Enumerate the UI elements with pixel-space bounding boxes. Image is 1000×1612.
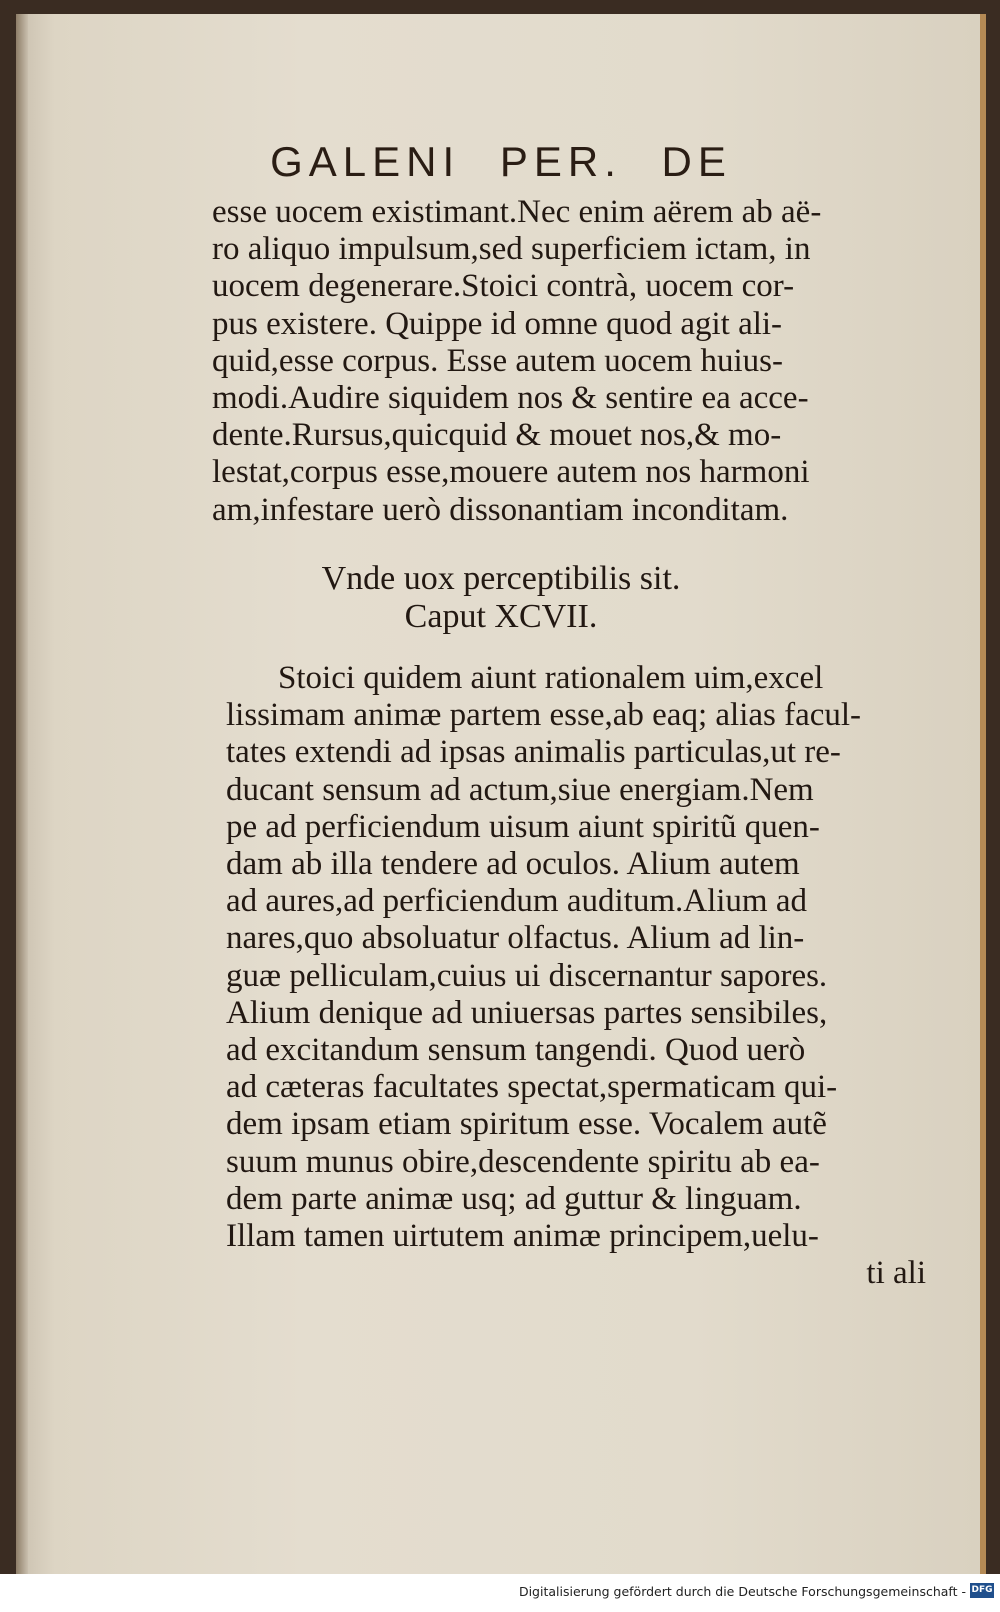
chapter-number: Caput XCVII.: [404, 598, 598, 635]
text-line: esse uocem existimant.Nec enim aërem ab aë-: [212, 194, 822, 230]
text-line: ad aures,ad perficiendum auditum.Alium ad: [226, 883, 807, 920]
text-line: guæ pelliculam,cuius ui discernantur sapores.: [226, 957, 828, 994]
text-line: modi.Audire siquidem nos & sentire ea acce-: [212, 380, 809, 417]
text-line: lissimam animæ partem esse,ab eaq; alias facul-: [226, 697, 862, 734]
chapter-title: Vnde uox perceptibilis sit.: [321, 560, 681, 597]
text-line: pe ad perficiendum uisum aiunt spiritũ quen-: [226, 808, 820, 845]
text-line: ad cæteras facultates spectat,spermaticam qui-: [226, 1069, 838, 1106]
footer-bar: [0, 1574, 1000, 1612]
text-line: dente.Rursus,quicquid & mouet nos,& mo-: [212, 417, 782, 454]
text-line: Illam tamen uirtutem animæ principem,uelu-: [226, 1218, 819, 1255]
text-line: Stoici quidem aiunt rationalem uim,excel: [278, 660, 824, 696]
text-line: uocem degenerare.Stoici contrà, uocem cor-: [212, 268, 795, 305]
text-line: dem ipsam etiam spiritum esse. Vocalem autẽ: [226, 1106, 827, 1143]
text-line: ro aliquo impulsum,sed superficiem ictam, in: [212, 231, 811, 268]
running-head: GALENI PER. DE: [270, 138, 732, 185]
paragraph-2: [226, 660, 926, 1292]
text-line: am,infestare uerò dissonantiam inconditam.: [212, 491, 789, 528]
book-page: [16, 14, 986, 1574]
paragraph-1: [212, 194, 821, 529]
catchword: ti ali: [866, 1255, 926, 1292]
text-line: nares,quo absoluatur olfactus. Alium ad lin-: [226, 920, 805, 957]
chapter-heading: [16, 560, 986, 636]
text-line: lestat,corpus esse,mouere autem nos harmoni: [212, 454, 810, 491]
text-line: tates extendi ad ipsas animalis particulas,ut re-: [226, 734, 841, 771]
text-line: ad excitandum sensum tangendi. Quod uerò: [226, 1032, 806, 1069]
text-line: Alium denique ad uniuersas partes sensibiles,: [226, 994, 828, 1031]
text-line: quid,esse corpus. Esse autem uocem huius-: [212, 342, 783, 379]
text-line: ducant sensum ad actum,siue energiam.Nem: [226, 771, 814, 808]
dfg-logo-icon: DFG: [970, 1583, 994, 1598]
text-line: dem parte animæ usq; ad guttur & linguam.: [226, 1180, 802, 1217]
text-line: suum munus obire,descendente spiritu ab ea-: [226, 1143, 820, 1180]
footer-credit: Digitalisierung gefördert durch die Deutsche Forschungsgemeinschaft -: [518, 1584, 966, 1599]
text-line: pus existere. Quippe id omne quod agit ali-: [212, 305, 783, 342]
text-line: dam ab illa tendere ad oculos. Alium autem: [226, 846, 800, 883]
